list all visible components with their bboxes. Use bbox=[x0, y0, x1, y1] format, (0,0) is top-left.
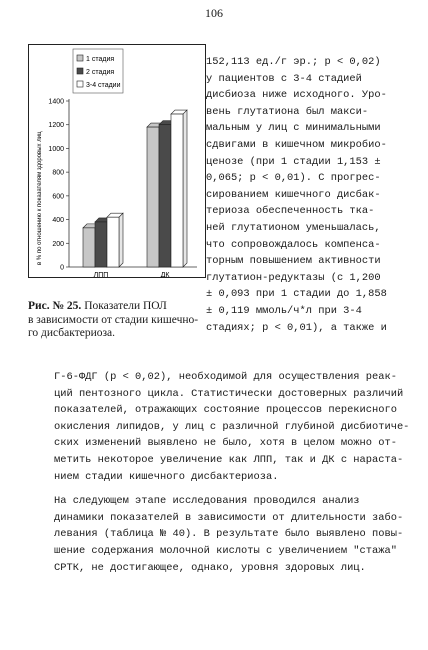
y-tick-label: 400 bbox=[52, 217, 64, 225]
text-line: 0,065; р < 0,01). С прогрес- bbox=[206, 172, 381, 185]
text-line: что сопровождалось компенса- bbox=[206, 238, 381, 251]
y-tick-label: 600 bbox=[52, 193, 64, 201]
text-line: левания (таблица № 40). В результате было выявлено повы- bbox=[54, 528, 404, 541]
text-line: показателей, отражающих состояние процессов перекисного bbox=[54, 404, 397, 417]
text-line: мальным у лиц с минимальными bbox=[206, 122, 381, 135]
text-line: СРТК, не достигающее, однако, уровня здоровых лиц. bbox=[54, 561, 366, 574]
legend-swatch bbox=[77, 81, 83, 87]
text-line: ± 0,119 ммоль/ч*л при 3-4 bbox=[206, 304, 362, 317]
text-line: сдвигами в кишечном микробио- bbox=[206, 138, 387, 151]
y-tick-label: 1000 bbox=[48, 145, 64, 153]
text-line: ± 0,093 при 1 стадии до 1,858 bbox=[206, 288, 387, 301]
bar bbox=[171, 114, 183, 267]
text-line: стадиях; р < 0,01), а также и bbox=[206, 321, 387, 334]
x-tick-label: ЛПП bbox=[93, 272, 109, 277]
bar bbox=[159, 125, 171, 267]
text-line: ценозе (при 1 стадии 1,153 ± bbox=[206, 155, 381, 168]
text-line: 152,113 ед./г эр.; р < 0,02) bbox=[206, 56, 381, 68]
bar-side bbox=[119, 213, 123, 267]
text-line: динамики показателей в зависимости от длительности забо- bbox=[54, 511, 404, 524]
y-tick-label: 800 bbox=[52, 169, 64, 177]
body-text bbox=[54, 369, 420, 576]
text-line: сированием кишечного дисбак- bbox=[206, 188, 381, 201]
text-line: вень глутатиона был макси- bbox=[206, 105, 369, 118]
text-line: торным повышением активности bbox=[206, 255, 381, 268]
legend-label: 3-4 стадии bbox=[86, 82, 121, 89]
bar bbox=[147, 127, 159, 267]
y-tick-label: 0 bbox=[60, 264, 64, 272]
text-line: глутатион-редуктазы (с 1,200 bbox=[206, 271, 381, 284]
text-line: окисления липидов, у лиц с различной глубиной дисбиотиче- bbox=[54, 420, 410, 433]
text-line: ней глутатионом уменьшалась, bbox=[206, 221, 381, 234]
bar-chart bbox=[29, 45, 205, 277]
bar bbox=[95, 222, 107, 267]
legend-swatch bbox=[77, 68, 83, 74]
text-line: шение содержания молочной кислоты с увеличением "стажа" bbox=[54, 544, 397, 557]
text-line: дисбиоза ниже исходного. Уро- bbox=[206, 89, 387, 102]
y-tick-label: 200 bbox=[52, 240, 64, 248]
caption-line-3: го дисбактериоза. bbox=[28, 327, 116, 339]
text-line: метить некоторое увеличение как ЛПП, так и ДК с нараста- bbox=[54, 453, 404, 466]
text-line: нием стадии кишечного дисбактериоза. bbox=[54, 470, 279, 483]
bar-side bbox=[183, 110, 187, 267]
y-axis-label: в % по отношению к показателям здоровых лиц bbox=[37, 131, 43, 265]
text-line: ций пентозного цикла. Статистически достоверных различий bbox=[54, 387, 404, 400]
legend-swatch bbox=[77, 55, 83, 61]
text-line: На следующем этапе исследования проводился анализ bbox=[54, 495, 360, 508]
x-tick-label: ДК bbox=[160, 272, 170, 277]
page-number: 106 bbox=[205, 6, 223, 20]
text-line: ских изменений выявлено не было, хотя в целом можно от- bbox=[54, 437, 397, 450]
figure-caption bbox=[28, 300, 206, 341]
caption-label: Рис. № 25. bbox=[28, 300, 82, 312]
y-tick-label: 1200 bbox=[48, 122, 64, 130]
y-tick-label: 1400 bbox=[48, 98, 64, 106]
caption-line-2: в зависимости от стадии кишечно- bbox=[28, 313, 199, 326]
figure-chart bbox=[28, 44, 206, 278]
legend-label: 1 стадия bbox=[86, 56, 115, 63]
right-column-text bbox=[206, 54, 424, 336]
text-line: териоза обеспеченность тка- bbox=[206, 205, 375, 218]
bar bbox=[83, 228, 95, 267]
bar bbox=[107, 217, 119, 267]
text-line: Г-6-ФДГ (р < 0,02), необходимой для осуществления реак- bbox=[54, 371, 397, 383]
legend-label: 2 стадия bbox=[86, 69, 115, 76]
caption-line-1: Показатели ПОЛ bbox=[81, 300, 167, 312]
text-line: у пациентов с 3-4 стадией bbox=[206, 72, 362, 85]
